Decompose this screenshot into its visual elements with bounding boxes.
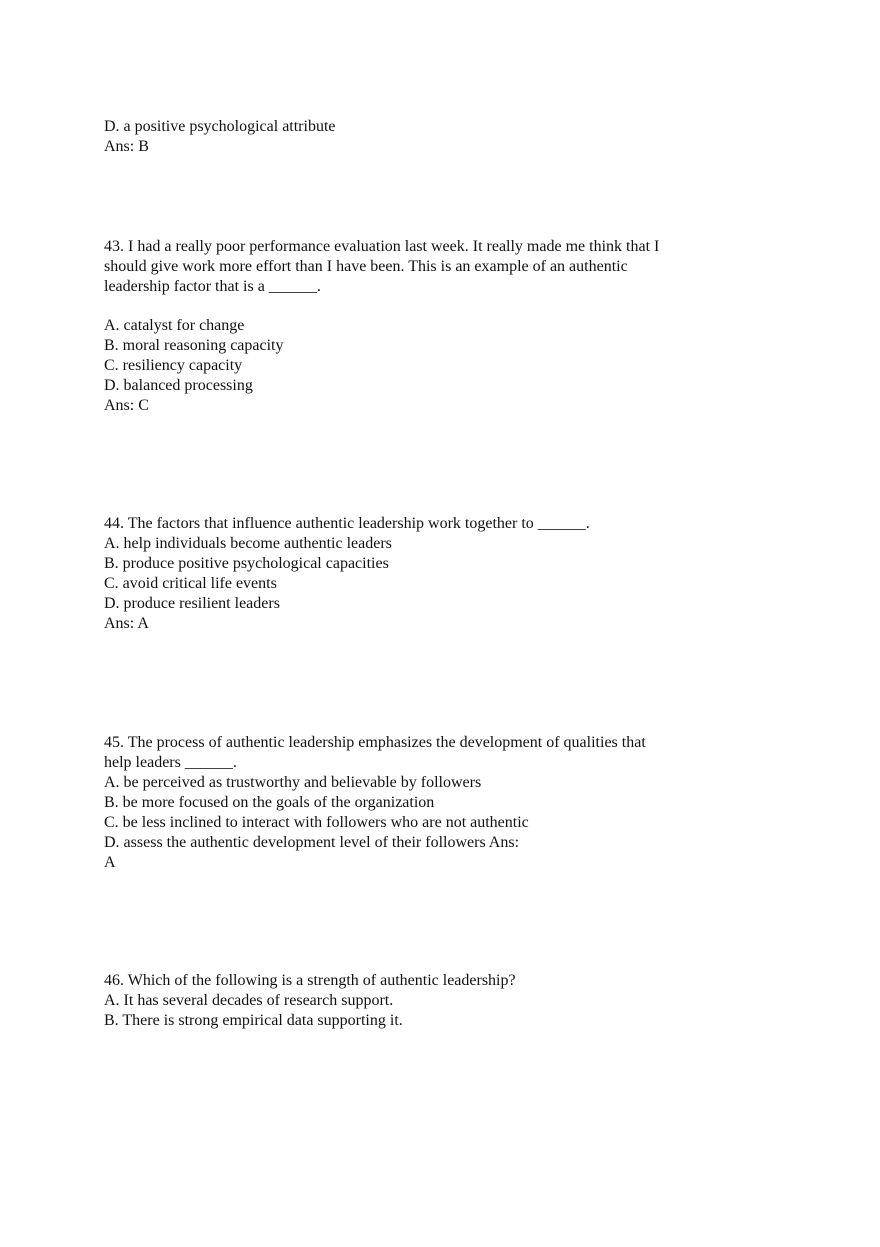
q43-option-d: D. balanced processing [104, 377, 253, 394]
q45-answer: A [104, 854, 116, 871]
q46-stem: 46. Which of the following is a strength of authentic leadership? [104, 972, 516, 989]
question-42-tail [104, 117, 744, 157]
question-44 [104, 514, 744, 634]
q44-answer: Ans: A [104, 615, 149, 632]
question-43 [104, 237, 744, 416]
q46-option-b: B. There is strong empirical data supporting it. [104, 1012, 403, 1029]
q43-option-a: A. catalyst for change [104, 317, 245, 334]
q43-stem-line-2: should give work more effort than I have been. This is an example of an authentic [104, 258, 628, 275]
q45-option-a: A. be perceived as trustworthy and believable by followers [104, 774, 482, 791]
question-45 [104, 733, 744, 873]
q43-stem-line-3: leadership factor that is a ______. [104, 278, 321, 295]
q44-option-a: A. help individuals become authentic leaders [104, 535, 392, 552]
q45-stem-line-2: help leaders ______. [104, 754, 237, 771]
q44-option-c: C. avoid critical life events [104, 575, 277, 592]
q45-option-b: B. be more focused on the goals of the organization [104, 794, 435, 811]
q43-spacer [104, 297, 744, 316]
q43-stem-line-1: 43. I had a really poor performance evaluation last week. It really made me think that I [104, 238, 660, 255]
q43-option-b: B. moral reasoning capacity [104, 337, 284, 354]
q45-option-c: C. be less inclined to interact with followers who are not authentic [104, 814, 529, 831]
q44-stem: 44. The factors that influence authentic leadership work together to ______. [104, 515, 590, 532]
q45-stem-line-1: 45. The process of authentic leadership emphasizes the development of qualities that [104, 734, 646, 751]
q44-option-b: B. produce positive psychological capacities [104, 555, 389, 572]
q46-option-a: A. It has several decades of research support. [104, 992, 394, 1009]
q42-option-d: D. a positive psychological attribute [104, 118, 336, 135]
question-46 [104, 971, 744, 1031]
q43-option-c: C. resiliency capacity [104, 357, 243, 374]
q45-option-d: D. assess the authentic development level of their followers Ans: [104, 834, 520, 851]
q44-option-d: D. produce resilient leaders [104, 595, 280, 612]
q43-answer: Ans: C [104, 397, 149, 414]
q42-answer: Ans: B [104, 138, 149, 155]
